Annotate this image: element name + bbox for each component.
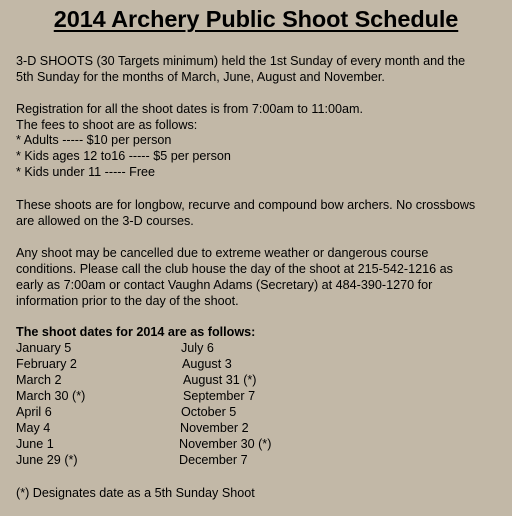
- cancellation-line-2: conditions. Please call the club house the day of the shoot at 215-542-1216 as: [16, 262, 453, 276]
- intro-line-2: 5th Sunday for the months of March, June, August and November.: [16, 70, 385, 84]
- cancellation-line-4: information prior to the day of the shoot.: [16, 294, 239, 308]
- shoot-date: June 1: [16, 437, 54, 451]
- shoot-date: May 4: [16, 421, 51, 435]
- shoot-date: August 31 (*): [183, 373, 257, 387]
- page-title: 2014 Archery Public Shoot Schedule: [53, 6, 459, 32]
- shoot-date: December 7: [179, 453, 248, 467]
- shoot-date: January 5: [16, 341, 72, 355]
- bows-line-2: are allowed on the 3-D courses.: [16, 214, 194, 228]
- fee-item-kids-under-11: * Kids under 11 ----- Free: [16, 165, 156, 179]
- shoot-date: April 6: [16, 405, 52, 419]
- dates-heading: The shoot dates for 2014 are as follows:: [16, 325, 256, 339]
- fee-item-kids-12-16: * Kids ages 12 to16 ----- $5 per person: [16, 149, 231, 163]
- registration-hours: Registration for all the shoot dates is from 7:00am to 11:00am.: [16, 102, 363, 116]
- shoot-date: August 3: [182, 357, 232, 371]
- cancellation-line-3: early as 7:00am or contact Vaughn Adams (Secretary) at 484-390-1270 for: [16, 278, 433, 292]
- footnote: (*) Designates date as a 5th Sunday Shoot: [16, 486, 255, 500]
- intro-line-1: 3-D SHOOTS (30 Targets minimum) held the 1st Sunday of every month and the: [16, 54, 466, 68]
- shoot-date: November 30 (*): [179, 437, 272, 451]
- shoot-date: June 29 (*): [16, 453, 78, 467]
- shoot-date: February 2: [16, 357, 77, 371]
- shoot-date: July 6: [181, 341, 214, 355]
- shoot-date: November 2: [180, 421, 249, 435]
- bows-line-1: These shoots are for longbow, recurve and compound bow archers. No crossbows: [16, 198, 476, 212]
- fees-intro: The fees to shoot are as follows:: [16, 118, 198, 132]
- shoot-date: March 2: [16, 373, 62, 387]
- shoot-date: October 5: [181, 405, 237, 419]
- shoot-date: March 30 (*): [16, 389, 86, 403]
- shoot-date: September 7: [183, 389, 256, 403]
- fee-item-adults: * Adults ----- $10 per person: [16, 133, 172, 147]
- cancellation-line-1: Any shoot may be cancelled due to extreme weather or dangerous course: [16, 246, 429, 260]
